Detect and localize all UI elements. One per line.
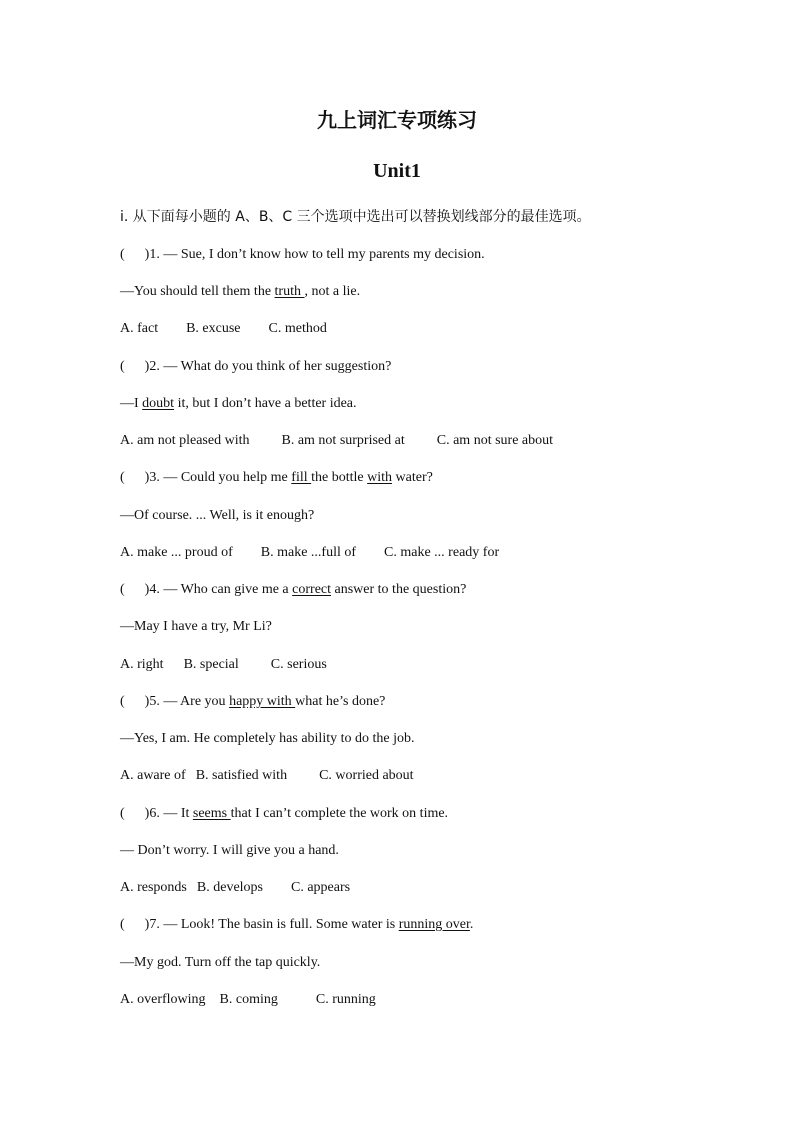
response-2 [120, 396, 357, 412]
question-5-post: what he’s done? [295, 694, 386, 709]
response-2-post: it, but I don’t have a better idea. [174, 396, 357, 411]
question-4 [120, 582, 466, 598]
option-c[interactable]: C. am not sure about [436, 433, 554, 448]
response-3: —Of course. ... Well, is it enough? [120, 508, 315, 523]
question-5 [120, 694, 385, 710]
option-a[interactable]: A. aware of [120, 768, 186, 783]
option-c[interactable]: C. method [268, 321, 327, 336]
option-a[interactable]: A. right [120, 657, 164, 672]
question-4-post: answer to the question? [331, 582, 467, 597]
answer-paren: ( [120, 247, 125, 262]
option-c[interactable]: C. running [315, 992, 376, 1007]
option-b[interactable]: B. coming [219, 992, 278, 1007]
question-3-pre: )3. — Could you help me [144, 470, 292, 485]
question-7 [120, 917, 473, 933]
answer-paren: ( [120, 470, 125, 485]
options-5 [120, 768, 414, 784]
option-b[interactable]: B. excuse [186, 321, 241, 336]
question-7-pre: )7. — Look! The basin is full. Some water is [144, 917, 399, 932]
option-c[interactable]: C. serious [270, 657, 327, 672]
options-2 [120, 433, 553, 449]
question-1-text: )1. — Sue, I don’t know how to tell my parents my decision. [144, 247, 485, 262]
answer-paren: ( [120, 359, 125, 374]
option-a[interactable]: A. overflowing [120, 992, 206, 1007]
underlined-word: correct [292, 582, 332, 597]
option-a[interactable]: A. make ... proud of [120, 545, 233, 560]
response-6: — Don’t worry. I will give you a hand. [120, 843, 339, 858]
option-b[interactable]: B. develops [196, 880, 263, 895]
response-1-post: , not a lie. [304, 284, 361, 299]
options-1 [120, 321, 327, 337]
option-a[interactable]: A. am not pleased with [120, 433, 250, 448]
option-c[interactable]: C. worried about [319, 768, 414, 783]
options-7 [120, 992, 376, 1008]
answer-paren: ( [120, 582, 125, 597]
instruction: i. 从下面每小题的 A、B、C 三个选项中选出可以替换划线部分的最佳选项。 [120, 209, 591, 225]
answer-paren: ( [120, 806, 125, 821]
underlined-word: with [367, 470, 393, 485]
option-c[interactable]: C. appears [291, 880, 351, 895]
underlined-word: truth [274, 284, 305, 299]
underlined-word: running over [398, 917, 470, 932]
underlined-word: doubt [142, 396, 175, 411]
unit-title: Unit1 [373, 160, 421, 182]
answer-paren: ( [120, 917, 125, 932]
question-3-mid: the bottle [311, 470, 368, 485]
question-5-pre: )5. — Are you [144, 694, 230, 709]
options-3 [120, 545, 499, 561]
question-6-post: that I can’t complete the work on time. [230, 806, 449, 821]
question-3 [120, 470, 433, 486]
answer-paren: ( [120, 694, 125, 709]
response-1 [120, 284, 360, 300]
response-4: —May I have a try, Mr Li? [120, 619, 272, 634]
question-6-pre: )6. — It [144, 806, 193, 821]
response-5: —Yes, I am. He completely has ability to do the job. [120, 731, 415, 746]
option-a[interactable]: A. responds [120, 880, 187, 895]
question-2 [120, 359, 391, 375]
page-title: 九上词汇专项练习 [317, 108, 477, 132]
options-6 [120, 880, 350, 896]
underlined-word: fill [291, 470, 312, 485]
option-b[interactable]: B. satisfied with [195, 768, 288, 783]
question-4-pre: )4. — Who can give me a [144, 582, 293, 597]
response-2-pre: —I [120, 396, 143, 411]
question-1 [120, 247, 485, 263]
option-b[interactable]: B. special [183, 657, 239, 672]
option-a[interactable]: A. fact [120, 321, 159, 336]
options-4 [120, 657, 327, 673]
underlined-word: happy with [229, 694, 296, 709]
option-b[interactable]: B. am not surprised at [281, 433, 405, 448]
question-2-text: )2. — What do you think of her suggestion? [144, 359, 392, 374]
option-c[interactable]: C. make ... ready for [384, 545, 500, 560]
question-6 [120, 806, 448, 822]
question-7-post: . [469, 917, 474, 932]
question-3-post: water? [392, 470, 433, 485]
response-1-pre: —You should tell them the [120, 284, 275, 299]
underlined-word: seems [192, 806, 231, 821]
option-b[interactable]: B. make ...full of [260, 545, 357, 560]
response-7: —My god. Turn off the tap quickly. [120, 955, 321, 970]
